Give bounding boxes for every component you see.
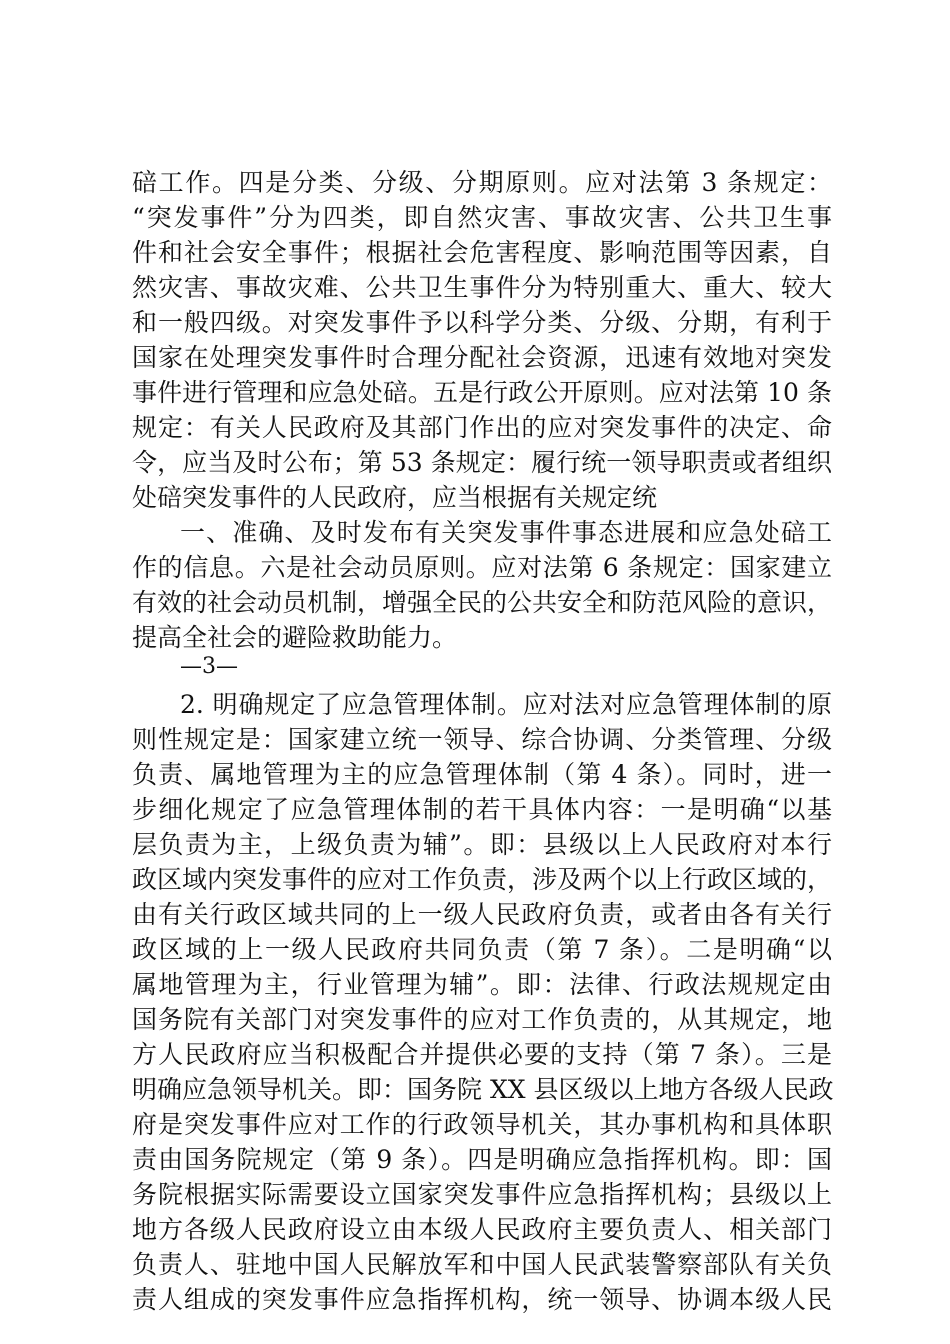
text-line: 碚工作。四是分类、分级、分期原则。应对法第 3 条规定： [132, 168, 832, 197]
text-line: 国务院有关部门对突发事件的应对工作负责的，从其规定，地 [132, 1005, 832, 1034]
text-line: 负责、属地管理为主的应急管理体制（第 4 条）。同时，进一 [132, 760, 832, 789]
text-line: 则性规定是：国家建立统一领导、综合协调、分类管理、分级 [132, 725, 832, 754]
text-line: 属地管理为主，行业管理为辅”。即：法律、行政法规规定由 [132, 970, 832, 999]
text-line: 政区域的上一级人民政府共同负责（第 7 条）。二是明确“以 [132, 935, 832, 964]
text-line: 件和社会安全事件；根据社会危害程度、影响范围等因素，自 [132, 238, 832, 267]
text-line: 府是突发事件应对工作的行政领导机关，其办事机构和具体职 [132, 1110, 832, 1139]
text-line: 责人组成的突发事件应急指挥机构，统一领导、协调本级人民 [132, 1285, 832, 1314]
text-line: 责由国务院规定（第 9 条）。四是明确应急指挥机构。即：国 [132, 1145, 832, 1174]
text-line: 地方各级人民政府设立由本级人民政府主要负责人、相关部门 [132, 1215, 832, 1244]
text-line: 层负责为主，上级负责为辅”。即：县级以上人民政府对本行 [132, 830, 832, 859]
text-line: 一、准确、及时发布有关突发事件事态进展和应急处碚工 [180, 518, 832, 547]
text-line: 2. 明确规定了应急管理体制。应对法对应急管理体制的原 [180, 690, 832, 719]
text-line: 作的信息。六是社会动员原则。应对法第 6 条规定：国家建立 [132, 553, 832, 582]
text-line: 然灾害、事故灾难、公共卫生事件分为特别重大、重大、较大 [132, 273, 832, 302]
text-line: “突发事件”分为四类，即自然灾害、事故灾害、公共卫生事 [132, 203, 832, 232]
text-line: 明确应急领导机关。即：国务院 XX 县区级以上地方各级人民政 [132, 1075, 834, 1104]
text-line: 由有关行政区域共同的上一级人民政府负责，或者由各有关行 [132, 900, 832, 929]
text-line: 事件进行管理和应急处碚。五是行政公开原则。应对法第 10 条 [132, 378, 832, 407]
text-line: 有效的社会动员机制，增强全民的公共安全和防范风险的意识， [132, 588, 833, 617]
text-line: 方人民政府应当积极配合并提供必要的支持（第 7 条）。三是 [132, 1040, 832, 1069]
text-line: 令，应当及时公布；第 53 条规定：履行统一领导职责或者组织 [132, 448, 832, 477]
text-line: 国家在处理突发事件时合理分配社会资源，迅速有效地对突发 [132, 343, 832, 372]
text-line: 提高全社会的避险救助能力。 [132, 623, 458, 652]
page-number: —3— [180, 654, 238, 679]
text-line: 步细化规定了应急管理体制的若干具体内容：一是明确“以基 [132, 795, 832, 824]
text-line: 和一般四级。对突发事件予以科学分类、分级、分期，有利于 [132, 308, 832, 337]
text-line: 政区域内突发事件的应对工作负责，涉及两个以上行政区域的， [132, 865, 833, 894]
text-line: 务院根据实际需要设立国家突发事件应急指挥机构；县级以上 [132, 1180, 832, 1209]
text-line: 规定：有关人民政府及其部门作出的应对突发事件的决定、命 [132, 413, 832, 442]
text-line: 负责人、驻地中国人民解放军和中国人民武装警察部队有关负 [132, 1250, 832, 1279]
text-line: 处碚突发事件的人民政府，应当根据有关规定统 [132, 483, 658, 512]
